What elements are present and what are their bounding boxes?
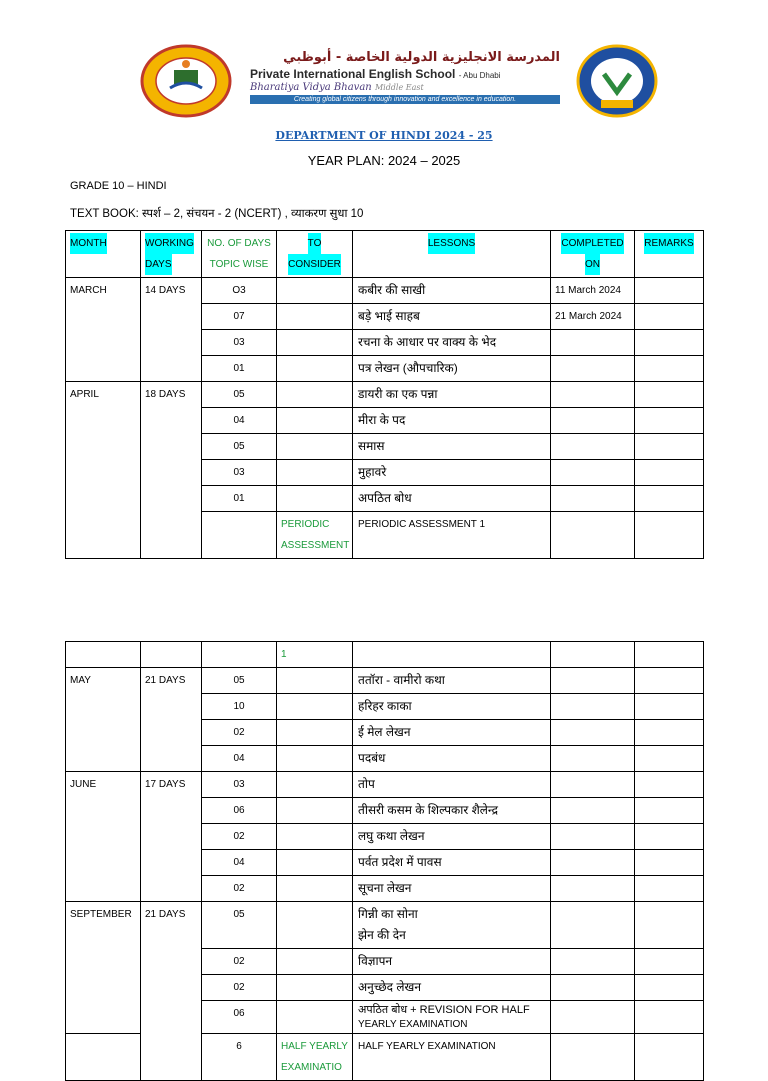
lesson-cell: मुहावरे [353, 460, 551, 486]
school-name-arabic: المدرسة الانجليزية الدولية الخاصة - أبوظبي [283, 50, 560, 65]
header-on-text: ON [585, 254, 600, 275]
lesson-line-1: गिन्नी का सोना [358, 907, 418, 921]
consider-cell [277, 824, 353, 850]
table-row [66, 772, 704, 798]
header-remarks [635, 231, 704, 278]
lesson-cell: कबीर की साखी [353, 278, 551, 304]
lesson-cell: सूचना लेखन [353, 876, 551, 902]
remarks-cell [635, 512, 704, 559]
consider-cell [277, 694, 353, 720]
consider-cell [277, 720, 353, 746]
days-cell: 03 [202, 460, 277, 486]
days-cell: 04 [202, 408, 277, 434]
lesson-cell: अपठित बोध [353, 486, 551, 512]
remarks-cell [635, 330, 704, 356]
lesson-cell: अनुच्छेद लेखन [353, 975, 551, 1001]
lesson-cell: पर्वत प्रदेश में पावस [353, 850, 551, 876]
remarks-cell [635, 720, 704, 746]
completed-cell [551, 668, 635, 694]
school-name-english-text: Private International English School [250, 67, 456, 81]
year-plan-table-1 [65, 230, 704, 559]
working-days-cell: 18 DAYS [141, 382, 202, 559]
consider-cell [277, 772, 353, 798]
consider-cell [277, 668, 353, 694]
school-logo-right [576, 44, 658, 123]
completed-cell [551, 975, 635, 1001]
days-cell: 04 [202, 746, 277, 772]
remarks-cell [635, 1034, 704, 1081]
bvb-sub: Middle East [374, 83, 424, 92]
consider-cell [277, 975, 353, 1001]
page-number: 1 [277, 642, 353, 668]
lesson-cell: तोप [353, 772, 551, 798]
header-month [66, 231, 141, 278]
days-cell: 05 [202, 668, 277, 694]
lesson-line-2: झेन की देन [358, 928, 406, 942]
bvb-name: Bharatiya Vidya Bhavan [250, 82, 372, 93]
remarks-cell [635, 772, 704, 798]
header-remarks-text: REMARKS [644, 233, 693, 254]
month-cell [66, 642, 141, 668]
completed-cell [551, 434, 635, 460]
page-number-row [66, 642, 704, 668]
consider-cell [277, 798, 353, 824]
consider-cell [277, 278, 353, 304]
lesson-cell: HALF YEARLY EXAMINATION [353, 1034, 551, 1081]
remarks-cell [635, 382, 704, 408]
school-city: - Abu Dhabi [458, 71, 501, 80]
completed-cell [551, 824, 635, 850]
header-completed-text: COMPLETED [561, 233, 623, 254]
remarks-cell [635, 408, 704, 434]
lesson-cell: तीसरी कसम के शिल्पकार शैलेन्द्र [353, 798, 551, 824]
completed-cell [551, 798, 635, 824]
table-row [66, 902, 704, 949]
consider-cell [277, 949, 353, 975]
completed-cell: 11 March 2024 [551, 278, 635, 304]
days-cell: 06 [202, 798, 277, 824]
header-working-days [141, 231, 202, 278]
completed-cell [551, 512, 635, 559]
month-cell: MAY [66, 668, 141, 772]
completed-cell [551, 949, 635, 975]
header-days-text: DAYS [145, 254, 172, 275]
header-completed [551, 231, 635, 278]
lesson-cell: लघु कथा लेखन [353, 824, 551, 850]
days-cell: O3 [202, 278, 277, 304]
header-to-text: TO [308, 233, 322, 254]
grade-label: GRADE 10 – HINDI [70, 180, 167, 192]
lesson-cell: मीरा के पद [353, 408, 551, 434]
year-plan-table-2 [65, 641, 704, 1081]
days-cell: 01 [202, 356, 277, 382]
header-lessons-text: LESSONS [428, 233, 475, 254]
lesson-cell [353, 642, 551, 668]
header-days-topic-1: NO. OF DAYS [207, 238, 271, 249]
completed-cell [551, 408, 635, 434]
consider-cell [277, 304, 353, 330]
lesson-cell [353, 1001, 551, 1034]
consider-cell [277, 1001, 353, 1034]
remarks-cell [635, 278, 704, 304]
days-cell: 03 [202, 330, 277, 356]
consider-cell [277, 356, 353, 382]
days-cell: 05 [202, 382, 277, 408]
header-days-topic-2: TOPIC WISE [209, 259, 269, 270]
assessment-label-1: PERIODIC [281, 519, 330, 530]
completed-cell [551, 1034, 635, 1081]
completed-cell [551, 486, 635, 512]
completed-cell [551, 642, 635, 668]
remarks-cell [635, 356, 704, 382]
table-row [66, 668, 704, 694]
lesson-cell [353, 902, 551, 949]
remarks-cell [635, 434, 704, 460]
consider-cell [277, 746, 353, 772]
lesson-line-1: अपठित बोध + REVISION FOR HALF [358, 1004, 530, 1016]
remarks-cell [635, 694, 704, 720]
lesson-cell: हरिहर काका [353, 694, 551, 720]
lesson-line-2: YEARLY EXAMINATION [358, 1019, 468, 1030]
bvb-line [250, 82, 560, 93]
completed-cell [551, 330, 635, 356]
consider-cell [277, 876, 353, 902]
days-cell: 10 [202, 694, 277, 720]
remarks-cell [635, 798, 704, 824]
working-days-cell: 21 DAYS [141, 668, 202, 772]
month-cell [66, 1034, 141, 1081]
remarks-cell [635, 304, 704, 330]
working-days-cell: 17 DAYS [141, 772, 202, 902]
days-cell: 02 [202, 975, 277, 1001]
month-cell: SEPTEMBER [66, 902, 141, 1034]
exam-label-2: EXAMINATIO [281, 1062, 342, 1073]
exam-label-1: HALF YEARLY [281, 1041, 348, 1052]
remarks-cell [635, 824, 704, 850]
days-cell [202, 512, 277, 559]
remarks-cell [635, 460, 704, 486]
consider-cell [277, 902, 353, 949]
remarks-cell [635, 902, 704, 949]
completed-cell [551, 850, 635, 876]
consider-cell [277, 1034, 353, 1081]
lesson-cell: डायरी का एक पन्ना [353, 382, 551, 408]
school-name-english [250, 67, 560, 81]
days-cell [202, 642, 277, 668]
consider-cell [277, 850, 353, 876]
days-cell: 06 [202, 1001, 277, 1034]
consider-cell [277, 512, 353, 559]
completed-cell: 21 March 2024 [551, 304, 635, 330]
completed-cell [551, 1001, 635, 1034]
table-row [66, 278, 704, 304]
lesson-cell: बड़े भाई साहब [353, 304, 551, 330]
lesson-cell: ततॉरा - वामीरो कथा [353, 668, 551, 694]
days-cell: 07 [202, 304, 277, 330]
completed-cell [551, 460, 635, 486]
completed-cell [551, 356, 635, 382]
remarks-cell [635, 746, 704, 772]
working-days-cell: 14 DAYS [141, 278, 202, 382]
lesson-cell: रचना के आधार पर वाक्य के भेद [353, 330, 551, 356]
header-to-consider [277, 231, 353, 278]
days-cell: 03 [202, 772, 277, 798]
lesson-cell: PERIODIC ASSESSMENT 1 [353, 512, 551, 559]
header-consider-text: CONSIDER [288, 254, 341, 275]
days-cell: 02 [202, 720, 277, 746]
month-cell: APRIL [66, 382, 141, 559]
days-cell: 05 [202, 434, 277, 460]
header-working-text: WORKING [145, 233, 194, 254]
table-row [66, 382, 704, 408]
completed-cell [551, 772, 635, 798]
header-month-text: MONTH [70, 233, 107, 254]
assessment-label-2: ASSESSMENT [281, 540, 350, 551]
remarks-cell [635, 1001, 704, 1034]
textbook-label: TEXT BOOK: स्पर्श – 2, संचयन - 2 (NCERT) , व्याकरण सुधा 10 [70, 208, 364, 220]
working-days-cell: 21 DAYS [141, 902, 202, 1081]
days-cell: 04 [202, 850, 277, 876]
days-cell: 02 [202, 949, 277, 975]
lesson-cell: पदबंध [353, 746, 551, 772]
remarks-cell [635, 876, 704, 902]
completed-cell [551, 720, 635, 746]
consider-cell [277, 460, 353, 486]
remarks-cell [635, 486, 704, 512]
remarks-cell [635, 642, 704, 668]
lesson-cell: पत्र लेखन (औपचारिक) [353, 356, 551, 382]
header-lessons [353, 231, 551, 278]
completed-cell [551, 694, 635, 720]
year-plan-title: YEAR PLAN: 2024 – 2025 [307, 153, 461, 168]
remarks-cell [635, 975, 704, 1001]
month-cell: JUNE [66, 772, 141, 902]
school-logo-left [140, 44, 232, 123]
lesson-cell: विज्ञापन [353, 949, 551, 975]
remarks-cell [635, 949, 704, 975]
days-cell: 01 [202, 486, 277, 512]
completed-cell [551, 902, 635, 949]
consider-cell [277, 434, 353, 460]
school-tagline: Creating global citizens through innovation and excellence in education. [250, 95, 560, 104]
days-cell: 02 [202, 824, 277, 850]
lesson-cell: समास [353, 434, 551, 460]
completed-cell [551, 876, 635, 902]
school-name-block [250, 50, 560, 104]
school-header [140, 44, 660, 120]
month-cell: MARCH [66, 278, 141, 382]
table-header-row [66, 231, 704, 278]
consider-cell [277, 408, 353, 434]
days-cell: 02 [202, 876, 277, 902]
completed-cell [551, 746, 635, 772]
completed-cell [551, 382, 635, 408]
consider-cell [277, 382, 353, 408]
header-days-topic [202, 231, 277, 278]
working-days-cell [141, 642, 202, 668]
consider-cell [277, 486, 353, 512]
lesson-cell: ई मेल लेखन [353, 720, 551, 746]
days-cell: 6 [202, 1034, 277, 1081]
remarks-cell [635, 850, 704, 876]
remarks-cell [635, 668, 704, 694]
department-title: DEPARTMENT OF HINDI 2024 - 25 [275, 129, 493, 142]
days-cell: 05 [202, 902, 277, 949]
consider-cell [277, 330, 353, 356]
